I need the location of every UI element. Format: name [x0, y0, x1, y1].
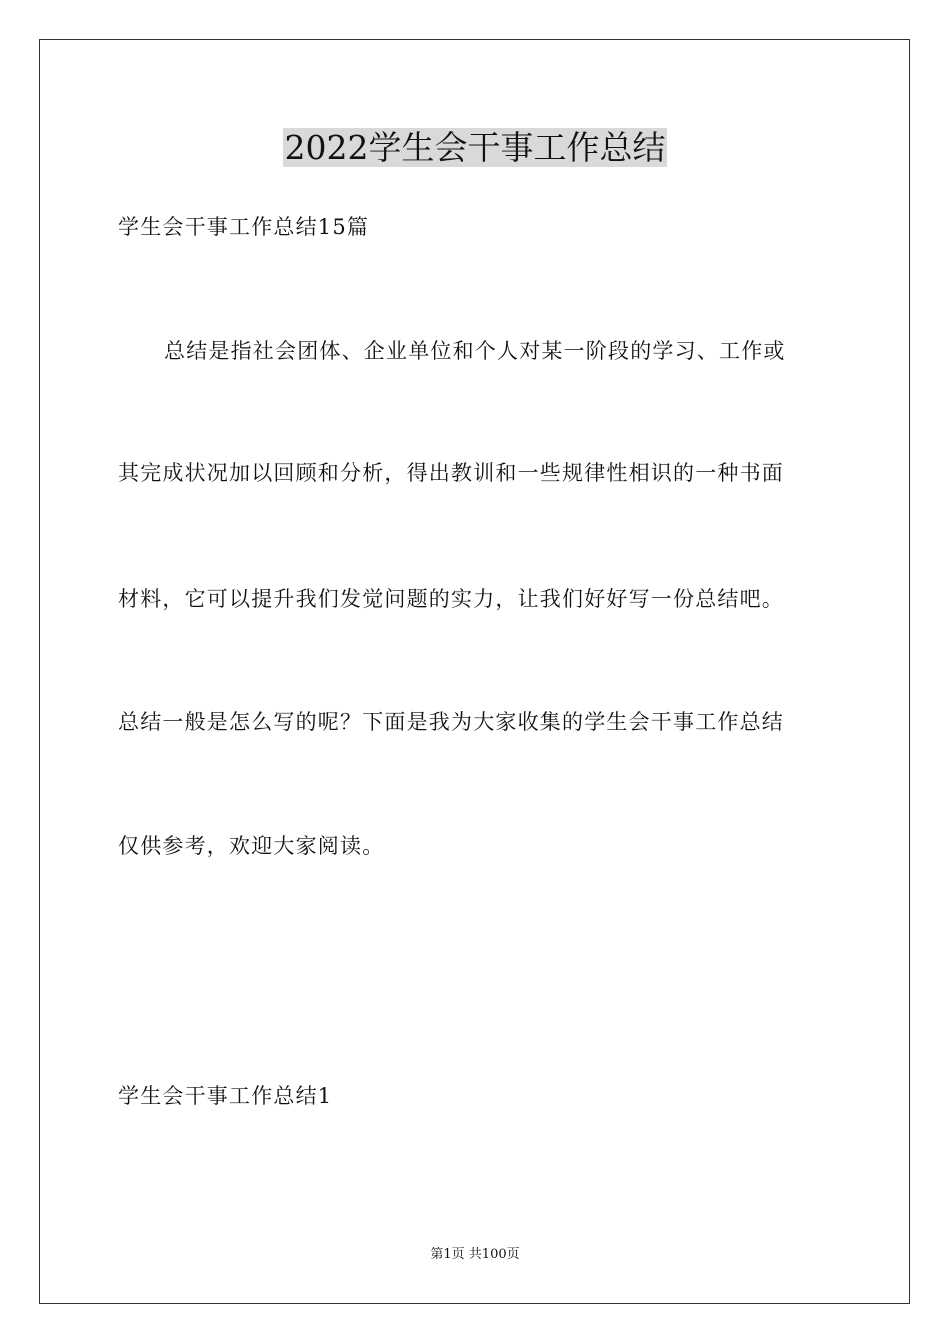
- page-footer: 第1页 共100页: [430, 1247, 520, 1262]
- paragraph-line-5: 仅供参考，欢迎大家阅读。: [118, 834, 385, 858]
- paragraph-line-1: 总结是指社会团体、企业单位和个人对某一阶段的学习、工作或: [164, 339, 786, 363]
- paragraph-line-3: 材料，它可以提升我们发觉问题的实力，让我们好好写一份总结吧。: [118, 587, 784, 611]
- section-heading: 学生会干事工作总结1: [118, 1084, 333, 1108]
- paragraph-line-2: 其完成状况加以回顾和分析，得出教训和一些规律性相识的一种书面: [118, 461, 784, 485]
- paragraph-line-4: 总结一般是怎么写的呢？下面是我为大家收集的学生会干事工作总结: [118, 710, 784, 734]
- document-title: [0, 126, 950, 170]
- document-subtitle: 学生会干事工作总结15篇: [118, 215, 370, 239]
- document-title-text: 2022学生会干事工作总结: [284, 128, 666, 167]
